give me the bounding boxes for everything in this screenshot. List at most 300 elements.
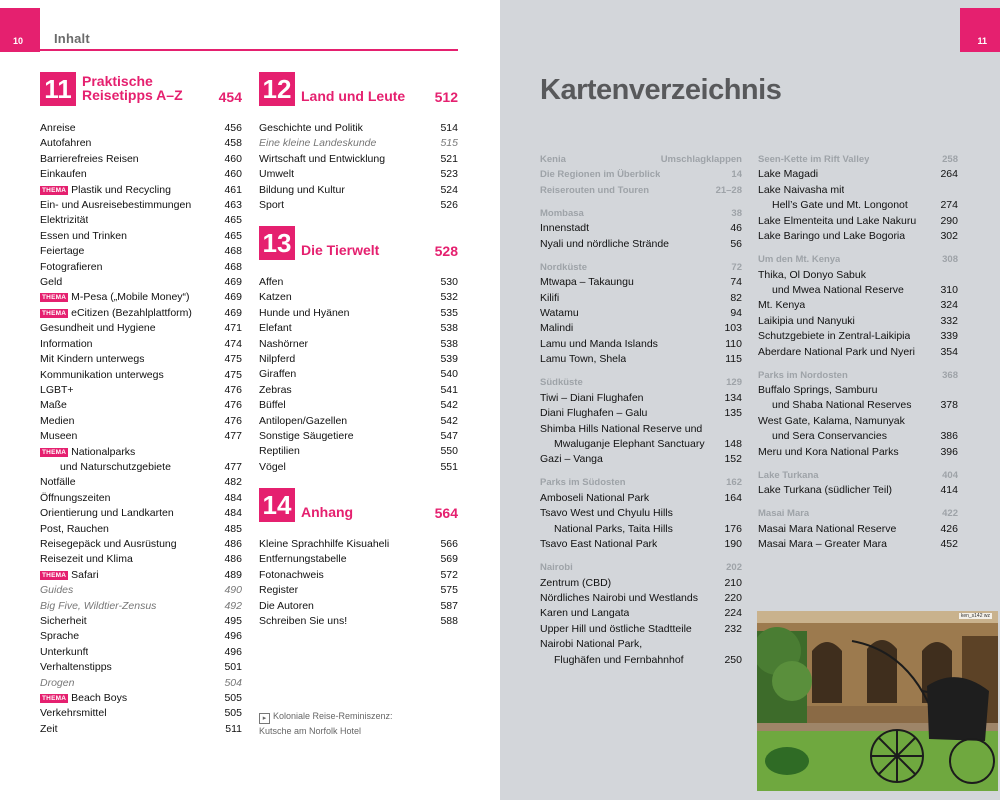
toc-entry[interactable] (40, 152, 242, 167)
map-page: 190 (724, 538, 742, 551)
map-title: Masai Mara National Reserve (758, 522, 897, 535)
entry-page: 458 (224, 137, 242, 150)
map-page: 290 (940, 214, 958, 227)
entry-page: 535 (440, 306, 458, 319)
entry-page: 482 (224, 476, 242, 489)
entry-text: Zeit (40, 722, 58, 735)
map-entry[interactable] (540, 606, 742, 621)
map-title: Lake Turkana (südlicher Teil) (758, 484, 893, 497)
toc-entry[interactable] (40, 167, 242, 182)
entry-text: Orientierung und Landkarten (40, 507, 174, 520)
map-page: 176 (724, 522, 742, 535)
entry-text: Sicherheit (40, 615, 87, 627)
entry-page: 489 (224, 568, 242, 581)
toc-entry[interactable] (40, 706, 242, 721)
toc-entry[interactable] (40, 583, 242, 598)
map-entry[interactable] (758, 214, 958, 229)
entry-page: 469 (224, 291, 242, 304)
map-title: Gazi – Vanga (540, 453, 603, 466)
entry-page: 486 (224, 553, 242, 566)
map-section-heading[interactable] (540, 167, 742, 182)
map-page: 308 (942, 254, 958, 266)
toc-entry[interactable] (40, 629, 242, 644)
map-entry[interactable] (758, 429, 958, 444)
toc-entry[interactable] (40, 614, 242, 629)
map-entry[interactable] (758, 537, 958, 552)
map-entry[interactable] (758, 167, 958, 182)
toc-entry[interactable] (40, 183, 242, 198)
entry-page: 539 (440, 353, 458, 366)
entry-text: Eine kleine Landeskunde (259, 137, 377, 150)
entry-title (40, 645, 88, 660)
map-entry[interactable] (758, 198, 958, 213)
map-section-heading[interactable] (540, 183, 742, 198)
entry-text: Safari (71, 568, 99, 581)
map-title: Meru und Kora National Parks (758, 445, 899, 458)
map-section-heading[interactable] (758, 368, 958, 383)
map-page: 46 (730, 222, 742, 235)
map-title: Malindi (540, 322, 574, 335)
toc-entry[interactable] (40, 645, 242, 660)
entry-text: Register (259, 584, 299, 597)
entry-page: 465 (224, 229, 242, 242)
map-title: Nordküste (540, 261, 587, 273)
toc-entry[interactable] (259, 198, 458, 213)
map-title: National Parks, Taita Hills (554, 522, 673, 535)
toc-entry[interactable] (40, 691, 242, 706)
entry-title (40, 229, 127, 244)
map-entry[interactable] (758, 522, 958, 537)
entry-title (40, 614, 87, 629)
toc-entry[interactable] (259, 321, 458, 336)
map-entry[interactable] (758, 183, 958, 198)
entry-page: 566 (440, 538, 458, 550)
toc-entry[interactable] (40, 198, 242, 213)
map-title: Innenstadt (540, 222, 590, 235)
map-title: Kilifi (540, 291, 560, 304)
entry-page: 511 (225, 722, 242, 735)
toc-entry[interactable] (40, 121, 242, 136)
entry-title (259, 599, 314, 614)
entry-page: 550 (440, 445, 458, 458)
toc-entry[interactable] (259, 306, 458, 321)
toc-entry[interactable] (40, 229, 242, 244)
entry-text: Nationalparks (71, 445, 136, 458)
map-title: Masai Mara – Greater Mara (758, 538, 887, 551)
entry-title (259, 275, 283, 290)
map-entry[interactable] (758, 398, 958, 413)
entry-page: 485 (224, 522, 242, 535)
toc-entry[interactable] (40, 260, 242, 275)
entry-text: Elektrizität (40, 214, 89, 227)
map-entry[interactable] (540, 591, 742, 606)
map-page: 426 (940, 522, 958, 535)
toc-entry[interactable] (259, 152, 458, 167)
toc-entry[interactable] (259, 552, 458, 567)
entry-title (40, 522, 109, 537)
map-page: 258 (942, 154, 958, 165)
map-title: Tiwi – Diani Flughafen (540, 391, 644, 404)
thema-badge: THEMA (42, 309, 67, 317)
map-title: Nördliches Nairobi und Westlands (540, 592, 698, 604)
entry-text: Antilopen/Gazellen (259, 414, 348, 427)
entry-title (40, 475, 76, 490)
toc-entry[interactable] (40, 537, 242, 552)
map-title: Lake Magadi (758, 168, 819, 181)
toc-entry[interactable] (259, 352, 458, 367)
section-gap (540, 553, 742, 561)
map-entry[interactable] (540, 422, 742, 437)
entry-title (40, 398, 67, 413)
entry-text: Anreise (40, 122, 76, 134)
toc-list-chapter-13 (259, 275, 458, 475)
map-entry[interactable] (540, 576, 742, 591)
map-page: 378 (940, 399, 958, 412)
map-entry[interactable] (540, 506, 742, 521)
entry-title (259, 337, 308, 352)
chapter-title-line1: Praktische (82, 73, 153, 89)
entry-page: 476 (224, 383, 242, 396)
toc-entry[interactable] (259, 337, 458, 352)
toc-entry[interactable] (259, 429, 458, 444)
toc-entry[interactable] (40, 275, 242, 290)
map-title: Laikipia und Nanyuki (758, 314, 855, 327)
entry-title (259, 537, 389, 552)
entry-text: Bildung und Kultur (259, 183, 345, 196)
map-entry[interactable] (540, 406, 742, 421)
toc-entry[interactable] (259, 136, 458, 151)
thema-badge: THEMA (42, 695, 67, 703)
map-list-right (758, 152, 958, 553)
toc-entry[interactable] (40, 722, 242, 737)
map-page: 224 (724, 607, 742, 620)
entry-title (259, 414, 347, 429)
thema-badge: THEMA (42, 294, 67, 302)
entry-page: 495 (224, 615, 242, 627)
toc-entry[interactable] (259, 121, 458, 136)
entry-text: LGBT+ (40, 383, 74, 396)
section-gap (540, 252, 742, 260)
entry-text: Post, Rauchen (40, 522, 109, 535)
entry-page: 547 (440, 430, 458, 443)
toc-entry[interactable] (40, 383, 242, 398)
map-title: Südküste (540, 377, 583, 389)
toc-entry[interactable] (40, 445, 242, 460)
entry-page: 514 (440, 122, 458, 134)
map-title: Reiserouten und Touren (540, 184, 650, 196)
entry-page: 551 (440, 460, 458, 473)
map-entry[interactable] (758, 268, 958, 283)
toc-entry[interactable] (259, 383, 458, 398)
map-section-heading[interactable] (540, 206, 742, 221)
map-entry[interactable] (540, 306, 742, 321)
entry-title (40, 429, 77, 444)
map-entry[interactable] (540, 637, 742, 652)
map-entry[interactable] (540, 452, 742, 467)
map-section-heading[interactable] (758, 252, 958, 267)
map-title: Die Regionen im Überblick (540, 169, 661, 181)
map-title: Nairobi National Park, (540, 638, 643, 651)
entry-title (259, 352, 295, 367)
map-section-heading[interactable] (540, 260, 742, 275)
note-line2: Kutsche am Norfolk Hotel (259, 726, 362, 736)
toc-entry[interactable] (40, 552, 242, 567)
entry-title (259, 152, 385, 167)
toc-entry[interactable] (40, 244, 242, 259)
map-entry[interactable] (540, 237, 742, 252)
toc-entry[interactable] (40, 368, 242, 383)
toc-entry[interactable] (40, 337, 242, 352)
toc-entry[interactable] (259, 167, 458, 182)
map-page: 38 (731, 207, 742, 219)
map-entry[interactable] (540, 337, 742, 352)
entry-title (259, 321, 292, 336)
entry-title (40, 383, 74, 398)
chapter-title: Die Tierwelt (301, 242, 380, 258)
entry-text: Autofahren (40, 137, 92, 150)
toc-entry[interactable] (40, 136, 242, 151)
toc-entry[interactable] (259, 583, 458, 598)
map-page: Umschlagklappen (660, 154, 742, 165)
map-page: 310 (940, 283, 958, 296)
map-entry[interactable] (540, 622, 742, 637)
entry-page: 587 (440, 599, 458, 612)
section-gap (758, 244, 958, 252)
entry-title (259, 121, 363, 136)
toc-entry[interactable] (40, 676, 242, 691)
toc-entry[interactable] (40, 429, 242, 444)
entry-text: Öffnungszeiten (40, 491, 111, 504)
map-page: 103 (724, 322, 742, 335)
map-title: Lake Naivasha mit (758, 183, 845, 196)
map-page: 354 (940, 345, 958, 358)
toc-entry[interactable] (259, 599, 458, 614)
map-title: Amboseli National Park (540, 491, 650, 504)
entry-title (40, 706, 107, 721)
map-entry[interactable] (540, 522, 742, 537)
toc-entry[interactable] (40, 522, 242, 537)
entry-title (259, 552, 347, 567)
entry-text: Nashörner (259, 337, 309, 350)
page-title: Kartenverzeichnis (540, 74, 782, 106)
entry-title (259, 136, 376, 151)
map-page: 274 (940, 199, 958, 212)
map-section-heading[interactable] (540, 475, 742, 490)
map-page: 386 (940, 430, 958, 443)
thema-badge: THEMA (42, 448, 67, 456)
entry-title (40, 414, 74, 429)
chapter-14-heading[interactable] (259, 488, 458, 522)
toc-entry[interactable] (259, 444, 458, 459)
map-page: 135 (724, 407, 742, 420)
entry-page: 524 (440, 183, 458, 196)
map-entry[interactable] (758, 414, 958, 429)
entry-page: 496 (224, 630, 242, 643)
entry-title (40, 213, 88, 228)
toc-entry[interactable] (259, 568, 458, 583)
map-page: 339 (940, 330, 958, 343)
map-title: Upper Hill und östliche Stadtteile (540, 622, 692, 635)
entry-page: 530 (440, 276, 458, 288)
entry-page: 540 (440, 368, 458, 381)
map-page: 396 (940, 445, 958, 458)
map-page: 422 (942, 508, 958, 520)
toc-entry[interactable] (259, 614, 458, 629)
map-title: Hell’s Gate und Mt. Longonot (772, 199, 908, 212)
chapter-12-heading[interactable] (259, 72, 458, 106)
entry-text: Ein- und Ausreisebestimmungen (40, 199, 192, 212)
toc-entry[interactable] (259, 460, 458, 475)
map-entry[interactable] (540, 275, 742, 290)
toc-entry[interactable] (40, 491, 242, 506)
map-page: 129 (726, 377, 742, 389)
entry-title (40, 660, 112, 675)
entry-page: 468 (224, 245, 242, 258)
chapter-11-heading[interactable] (40, 72, 242, 106)
section-gap (758, 460, 958, 468)
entry-text: Elefant (259, 322, 292, 335)
entry-page: 515 (440, 137, 458, 150)
entry-text: Drogen (40, 676, 75, 689)
map-entry[interactable] (540, 437, 742, 452)
photo-caption: ken_s142 wz (960, 613, 990, 619)
chapter-page: 512 (434, 89, 458, 105)
entry-page: 569 (440, 553, 458, 566)
entry-page: 504 (224, 676, 242, 689)
map-title: Mtwapa – Takaungu (540, 276, 634, 289)
chapter-page: 564 (434, 505, 458, 521)
map-entry[interactable] (540, 491, 742, 506)
toc-entry[interactable] (259, 367, 458, 382)
entry-title (259, 167, 294, 182)
toc-entry[interactable] (259, 414, 458, 429)
toc-entry[interactable] (259, 290, 458, 305)
entry-text: und Naturschutzgebiete (60, 460, 171, 473)
page-number-box (0, 8, 40, 52)
note-line1: Koloniale Reise-Reminiszenz: (273, 711, 393, 721)
entry-text: Unterkunft (40, 645, 89, 658)
entry-text: Guides (40, 584, 74, 597)
entry-title (259, 398, 286, 413)
page-number: 11 (977, 36, 987, 46)
entry-page: 465 (224, 214, 242, 227)
map-entry[interactable] (758, 329, 958, 344)
map-entry[interactable] (758, 298, 958, 313)
map-page: 74 (730, 276, 742, 289)
toc-entry[interactable] (40, 660, 242, 675)
entry-page: 526 (440, 199, 458, 212)
chapter-number: 12 (259, 72, 295, 106)
chapter-13-heading[interactable] (259, 226, 458, 260)
entry-text: M-Pesa („Mobile Money“) (71, 291, 190, 304)
map-entry[interactable] (758, 383, 958, 398)
map-entry[interactable] (758, 345, 958, 360)
map-entry[interactable] (758, 445, 958, 460)
map-entry[interactable] (540, 291, 742, 306)
map-title: Mwaluganje Elephant Sanctuary (554, 437, 705, 450)
toc-entry[interactable] (259, 398, 458, 413)
toc-entry[interactable] (40, 414, 242, 429)
toc-entry[interactable] (40, 213, 242, 228)
entry-title (259, 367, 296, 382)
map-page: 414 (940, 484, 958, 497)
map-entry[interactable] (540, 321, 742, 336)
entry-text: Gesundheit und Hygiene (40, 322, 156, 335)
map-section-heading[interactable] (758, 152, 958, 167)
map-section-heading[interactable] (758, 468, 958, 483)
toc-entry[interactable] (40, 306, 242, 321)
photo-note[interactable] (259, 709, 393, 738)
entry-page: 469 (224, 306, 242, 319)
entry-page: 475 (224, 353, 242, 366)
map-section-heading[interactable] (758, 506, 958, 521)
toc-entry[interactable] (40, 475, 242, 490)
toc-entry[interactable] (259, 183, 458, 198)
entry-title (40, 552, 133, 567)
entry-title (40, 368, 164, 383)
map-entry[interactable] (540, 221, 742, 236)
entry-text: Giraffen (259, 368, 297, 381)
toc-entry[interactable] (40, 460, 242, 475)
entry-title (40, 676, 74, 691)
map-title: Parks im Südosten (540, 477, 626, 489)
map-section-heading[interactable] (540, 375, 742, 390)
map-title: Watamu (540, 307, 579, 320)
entry-text: Notfälle (40, 476, 76, 489)
chapter-number: 14 (259, 488, 295, 522)
map-title: und Shaba National Reserves (772, 399, 912, 412)
entry-title (259, 290, 292, 305)
entry-title (40, 599, 156, 614)
map-entry[interactable] (540, 352, 742, 367)
chapter-title: Land und Leute (301, 88, 406, 104)
entry-text: Verkehrsmittel (40, 707, 107, 720)
entry-text: Nilpferd (259, 353, 296, 366)
toc-entry[interactable] (259, 275, 458, 290)
toc-entry[interactable] (40, 352, 242, 367)
toc-entry[interactable] (40, 599, 242, 614)
toc-entry[interactable] (40, 568, 242, 583)
entry-page: 476 (224, 414, 242, 427)
toc-list-chapter-14 (259, 537, 458, 629)
entry-text: Sonstige Säugetiere (259, 430, 354, 443)
map-entry[interactable] (540, 391, 742, 406)
map-entry[interactable] (758, 229, 958, 244)
toc-entry[interactable] (40, 398, 242, 413)
map-entry[interactable] (758, 283, 958, 298)
map-section-heading[interactable] (540, 152, 742, 167)
entry-text: Hunde und Hyänen (259, 306, 350, 319)
toc-list-chapter-12 (259, 121, 458, 213)
toc-entry[interactable] (40, 290, 242, 305)
map-entry[interactable] (540, 653, 742, 668)
map-title: Mt. Kenya (758, 299, 806, 312)
entry-title (40, 337, 93, 352)
map-entry[interactable] (758, 483, 958, 498)
toc-entry[interactable] (259, 537, 458, 552)
entry-text: Reisezeit und Klima (40, 553, 133, 566)
map-section-heading[interactable] (540, 560, 742, 575)
entry-text: Museen (40, 430, 78, 443)
map-entry[interactable] (758, 314, 958, 329)
toc-entry[interactable] (40, 506, 242, 521)
toc-list-chapter-11 (40, 121, 242, 737)
map-entry[interactable] (540, 537, 742, 552)
toc-entry[interactable] (40, 321, 242, 336)
entry-page: 474 (224, 337, 242, 350)
map-page: 134 (724, 391, 742, 404)
entry-title (40, 583, 73, 598)
